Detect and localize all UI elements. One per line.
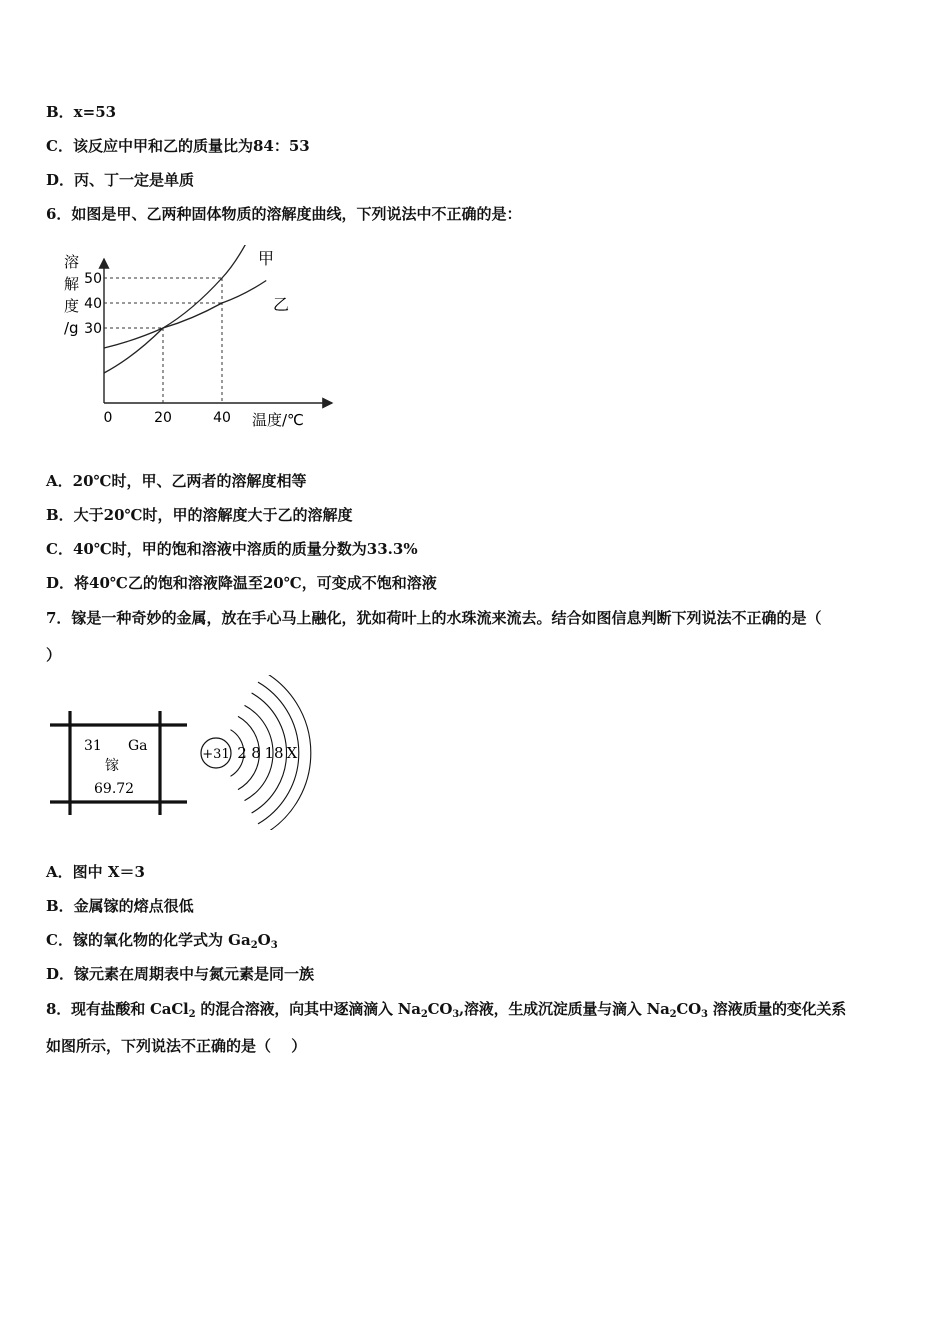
q7-stem-line1: 7．镓是一种奇妙的金属，放在手心马上融化，犹如荷叶上的水珠流来流去。结合如图信息判断下列说法不正确的是（ [46, 609, 822, 627]
element-symbol: Ga [128, 738, 148, 754]
series-line-jia [104, 245, 252, 373]
q5-option-d: D．丙、丁一定是单质 [46, 171, 195, 189]
q6-option-d: D．将40℃乙的饱和溶液降温至20℃，可变成不饱和溶液 [46, 574, 437, 592]
y-tick-label: 50 [84, 271, 102, 287]
atomic-mass: 69.72 [94, 781, 135, 797]
y-axis-label-char: 溶 [64, 253, 80, 271]
atomic-number: 31 [84, 738, 102, 754]
q5-option-c: C．该反应中甲和乙的质量比为84：53 [46, 137, 310, 155]
y-axis-label-char: 解 [64, 275, 80, 293]
series-label-yi: 乙 [273, 295, 290, 314]
q6-stem: 6．如图是甲、乙两种固体物质的溶解度曲线，下列说法中不正确的是： [46, 205, 522, 223]
x-axis-label: 温度/℃ [252, 411, 304, 429]
q6-option-a: A．20℃时，甲、乙两者的溶解度相等 [46, 472, 307, 490]
series-label-jia: 甲 [258, 249, 275, 268]
y-tick-label: 40 [84, 296, 102, 312]
q7-stem-line2: ） [46, 646, 62, 664]
nucleus-charge: +31 [202, 747, 230, 762]
solubility-chart [60, 245, 360, 445]
q7-option-d: D．镓元素在周期表中与氮元素是同一族 [46, 965, 315, 983]
q7-option-b: B．金属镓的熔点很低 [46, 897, 194, 915]
q5-option-b: B．x=53 [46, 103, 117, 121]
q8-stem-line2: 如图所示，下列说法不正确的是（ ） [46, 1037, 307, 1055]
q6-option-b: B．大于20℃时，甲的溶解度大于乙的溶解度 [46, 506, 353, 524]
shell-electrons: 2 [237, 744, 247, 762]
shell-electrons: 18 [264, 744, 284, 762]
shell-electrons: 8 [251, 744, 261, 762]
q8-stem-line1: 8．现有盐酸和 CaCl$_2$ 的混合溶液，向其中逐滴滴入 $Na_2CO_3$,溶液，生成沉淀质量与滴入 $Na_2CO_3$ 溶液质量的变化关系 [46, 1000, 847, 1020]
element-cell [84, 738, 148, 797]
q7-option-a: A．图中 X＝3 [46, 863, 145, 881]
atom-structure [201, 675, 311, 830]
q6-option-c: C．40℃时，甲的饱和溶液中溶质的质量分数为33.3% [46, 540, 418, 558]
q7-option-c: C．镓的氧化物的化学式为 $Ga_2O_3$ [46, 931, 278, 951]
x-tick-label: 20 [154, 410, 172, 426]
shell-electrons: X [286, 744, 298, 762]
x-tick-label-origin: 0 [103, 410, 113, 426]
element-name: 镓 [105, 758, 119, 774]
gallium-figure [44, 675, 314, 830]
x-tick-label: 40 [213, 410, 231, 426]
series-line-yi [104, 281, 266, 349]
y-axis-label-char: /g [64, 319, 79, 337]
y-axis-label-char: 度 [64, 297, 80, 315]
y-tick-label: 30 [84, 321, 102, 337]
